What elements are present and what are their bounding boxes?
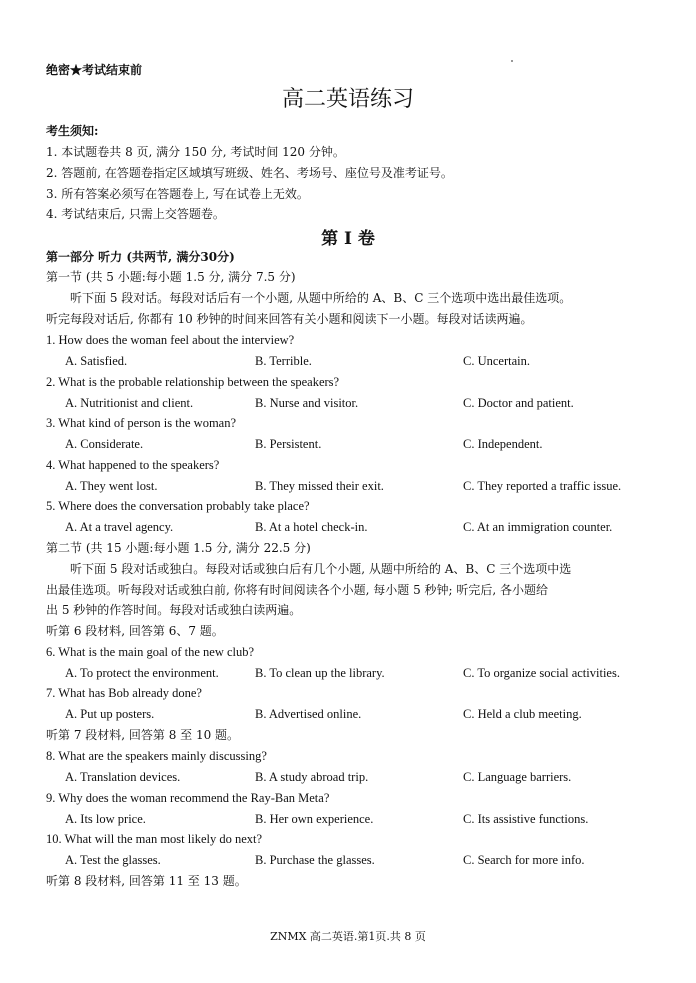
page-footer: ZNMX 高二英语.第1页.共 8 页: [270, 930, 426, 943]
option-c: C. To organize social activities.: [463, 666, 620, 680]
section2-instructions: 出最佳选项。听每段对话或独白前, 你将有时间阅读各个小题, 每小题 5 秒钟; 听完后, 各小题给: [46, 583, 549, 597]
option-a: A. Translation devices.: [65, 770, 181, 784]
option-b: B. Advertised online.: [255, 707, 362, 721]
option-b: B. Her own experience.: [255, 812, 374, 826]
option-a: A. Its low price.: [65, 812, 146, 826]
question-4: 4. What happened to the speakers?: [46, 458, 220, 472]
material-8-note: 听第 8 段材料, 回答第 11 至 13 题。: [46, 874, 247, 888]
option-c: C. They reported a traffic issue.: [463, 479, 622, 493]
option-c: C. Uncertain.: [463, 354, 530, 368]
option-a: A. At a travel agency.: [65, 520, 174, 534]
option-a: A. They went lost.: [65, 479, 158, 493]
notice-item: 3. 所有答案必须写在答题卷上, 写在试卷上无效。: [46, 187, 309, 201]
option-a: A. Satisfied.: [65, 354, 128, 368]
option-a: A. To protect the environment.: [65, 666, 219, 680]
section1-instructions: 听下面 5 段对话。每段对话后有一个小题, 从题中所给的 A、B、C 三个选项中选出最佳选项。: [70, 291, 572, 305]
option-b: B. To clean up the library.: [255, 666, 385, 680]
notice-item: 4. 考试结束后, 只需上交答题卷。: [46, 207, 225, 221]
option-b: B. Persistent.: [255, 437, 322, 451]
option-b: B. Terrible.: [255, 354, 312, 368]
page-title: 高二英语练习: [281, 87, 414, 112]
option-c: C. Doctor and patient.: [463, 396, 574, 410]
material-6-note: 听第 6 段材料, 回答第 6、7 题。: [46, 624, 224, 638]
question-5: 5. Where does the conversation probably take place?: [46, 499, 310, 513]
option-c: C. Search for more info.: [463, 853, 585, 867]
section2-instructions: 听下面 5 段对话或独白。每段对话或独白后有几个小题, 从题中所给的 A、B、C 三个选项中选: [70, 562, 572, 576]
question-2: 2. What is the probable relationship between the speakers?: [46, 375, 340, 389]
secret-mark: 绝密★考试结束前: [46, 63, 143, 77]
option-c: C. At an immigration counter.: [463, 520, 613, 534]
option-c: C. Held a club meeting.: [463, 707, 582, 721]
question-9: 9. Why does the woman recommend the Ray-Ban Meta?: [46, 791, 330, 805]
notice-item: 1. 本试题卷共 8 页, 满分 150 分, 考试时间 120 分钟。: [46, 145, 345, 159]
option-b: B. They missed their exit.: [255, 479, 384, 493]
notice-heading: 考生须知:: [46, 124, 99, 138]
question-6: 6. What is the main goal of the new club?: [46, 645, 255, 659]
question-8: 8. What are the speakers mainly discussing?: [46, 749, 267, 763]
section2-heading: 第二节 (共 15 小题:每小题 1.5 分, 满分 22.5 分): [46, 541, 311, 555]
option-a: A. Nutritionist and client.: [65, 396, 194, 410]
option-b: B. Nurse and visitor.: [255, 396, 359, 410]
question-3: 3. What kind of person is the woman?: [46, 416, 237, 430]
option-c: C. Independent.: [463, 437, 543, 451]
part1-heading: 第一部分 听力 (共两节, 满分30分): [46, 250, 235, 264]
option-b: B. A study abroad trip.: [255, 770, 369, 784]
volume-title: 第 I 卷: [321, 229, 375, 249]
material-7-note: 听第 7 段材料, 回答第 8 至 10 题。: [46, 728, 240, 742]
option-b: B. At a hotel check-in.: [255, 520, 368, 534]
option-a: A. Considerate.: [65, 437, 144, 451]
question-7: 7. What has Bob already done?: [46, 686, 202, 700]
scan-speck: [511, 60, 513, 62]
question-1: 1. How does the woman feel about the interview?: [46, 333, 295, 347]
option-a: A. Test the glasses.: [65, 853, 161, 867]
question-10: 10. What will the man most likely do next?: [46, 832, 263, 846]
notice-item: 2. 答题前, 在答题卷指定区域填写班级、姓名、考场号、座位号及准考证号。: [46, 166, 453, 180]
option-c: C. Its assistive functions.: [463, 812, 589, 826]
section1-instructions: 听完每段对话后, 你都有 10 秒钟的时间来回答有关小题和阅读下一小题。每段对话读两遍。: [46, 312, 533, 326]
option-b: B. Purchase the glasses.: [255, 853, 375, 867]
section2-instructions: 出 5 秒钟的作答时间。每段对话或独白读两遍。: [46, 603, 302, 617]
option-a: A. Put up posters.: [65, 707, 155, 721]
option-c: C. Language barriers.: [463, 770, 572, 784]
section1-heading: 第一节 (共 5 小题:每小题 1.5 分, 满分 7.5 分): [46, 270, 296, 284]
